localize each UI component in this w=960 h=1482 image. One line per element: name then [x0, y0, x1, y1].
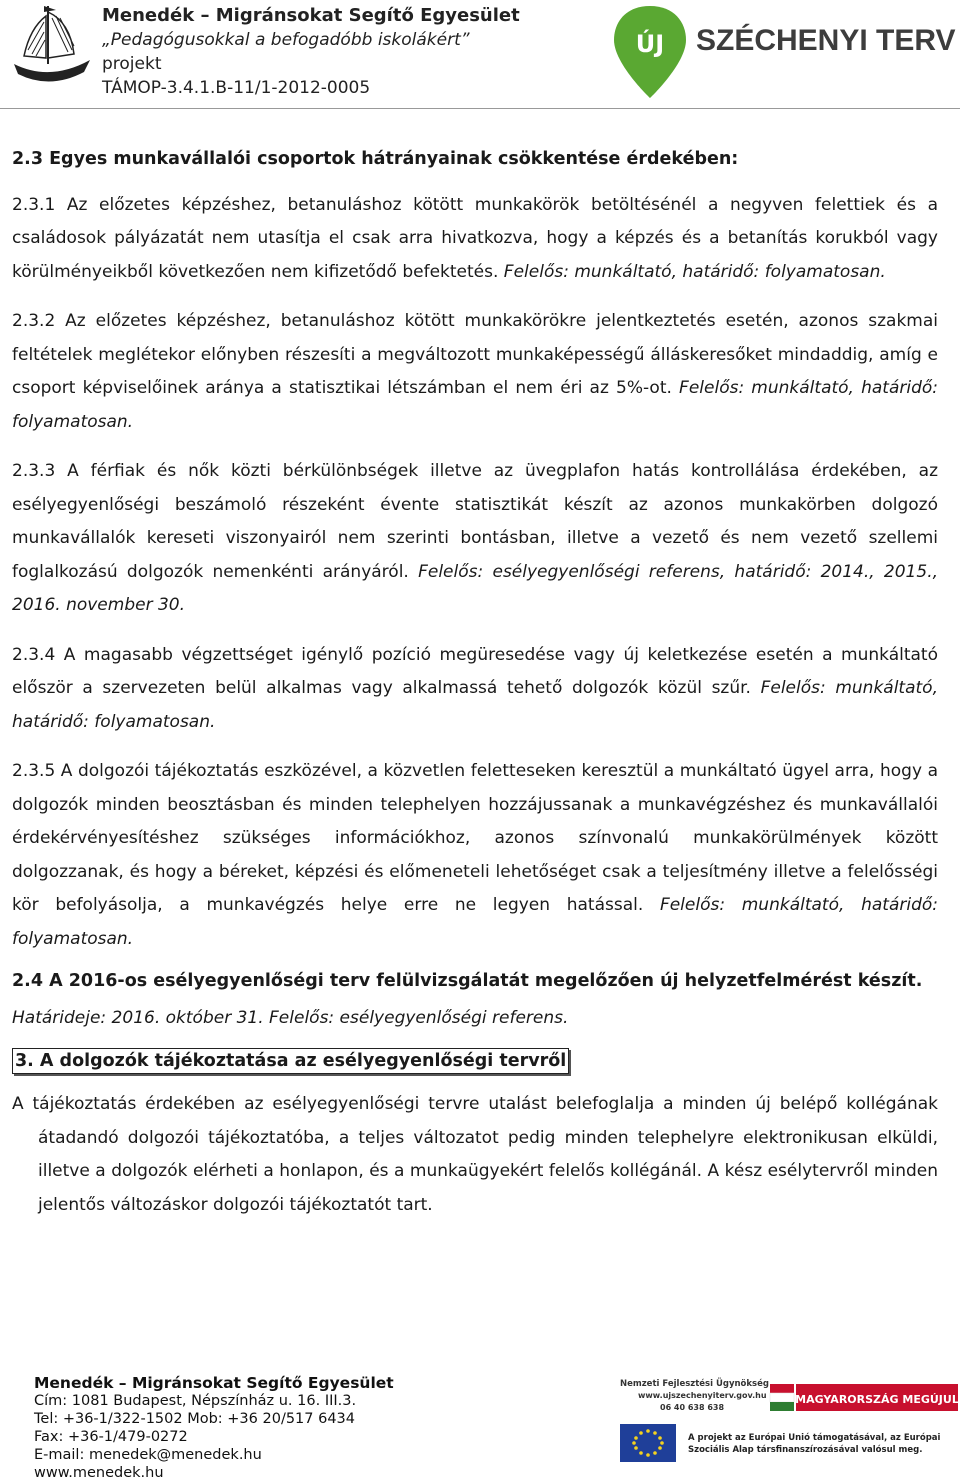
responsible-note: Felelős: munkáltató, határidő: folyamatosan. — [503, 261, 886, 282]
responsible-note: Felelős: munkáltató, határidő: folyamatosan. — [12, 378, 938, 432]
footer-phone: Tel: +36-1/322-1502 Mob: +36 20/517 6434 — [34, 1411, 356, 1427]
responsible-note: Felelős: munkáltató, határidő: folyamatosan. — [12, 895, 938, 949]
paragraph-text: 2.3.1 Az előzetes képzéshez, betanuláshoz kötött munkakörök betöltésénél a negyven felettiek és a családosok pályázatát nem utasítja el csak arra hivatkozva, hogy a képzés és a betanítás korukból vagy körülményeikből következően nem kifizetődő befektetés. — [12, 194, 938, 282]
logo-szechenyi-text: SZÉCHENYI TERV — [696, 24, 956, 57]
heading-3: 3. A dolgozók tájékoztatása az esélyegyenlőségi tervről — [12, 1048, 569, 1074]
document-body — [12, 143, 938, 1222]
nfu-web: www.ujszechenyiterv.gov.hu — [638, 1391, 767, 1400]
paragraph-text: 2.3.5 A dolgozói tájékoztatás eszközével, a közvetlen feletteseken keresztül a munkáltató ügyel arra, hogy a dolgozók minden beosztásban és minden telephelyen hozzájussanak a munkavégzéshez és munkavállalói érdekérvényesítéshez szükséges információkhoz, azonos színvonalú munkakörülmények között dolgozzanak, és hogy a béreket, képzési és előmeneteli lehetőséget csak a teljesítmény illetve a felelősségi kör befolyásolja, a munkavégzés helye erre ne legyen hatással. — [12, 761, 938, 915]
ship-logo-icon — [4, 2, 96, 94]
szechenyi-terv-logo — [612, 2, 957, 102]
footer-org-name: Menedék – Migránsokat Segítő Egyesület — [34, 1374, 394, 1392]
footer-fax: Fax: +36-1/479-0272 — [34, 1429, 188, 1445]
paragraph-text: 2.3.3 A férfiak és nők közti bérkülönbségek illetve az üvegplafon hatás kontrollálása érdekében, az esélyegyenlőségi beszámoló részeként évente statisztikát készít az azonos munkakörben dolgozó munkavállalók kereseti viszonyairól nem szerinti bontásban, illetve a vezető és nem vezető szellemi foglalkozású dolgozók nemenkénti arányáról. — [12, 461, 938, 582]
header-project-word: projekt — [102, 54, 162, 74]
nfu-phone: 06 40 638 638 — [660, 1403, 725, 1412]
eu-text-1: A projekt az Európai Unió támogatásával, az Európai — [688, 1433, 941, 1443]
paragraph-2-3-4 — [12, 639, 938, 740]
logo-uj-text: ÚJ — [635, 30, 665, 58]
heading-2-4: 2.4 A 2016-os esélyegyenlőségi terv felülvizsgálatát megelőzően új helyzetfelmérést készít. — [12, 971, 923, 991]
paragraph-text: 2.3.2 Az előzetes képzéshez, betanuláshoz kötött munkakörökre jelentkeztetés esetén, azonos szakmai feltételek meglétekor előnyben részesíti a megváltozott munkaképességű álláskeresőket mindaddig, amíg e csoport képviselőinek aránya a statisztikai létszámban el nem éri az 5%-ot. — [12, 311, 938, 398]
responsible-note: Felelős: munkáltató, határidő: folyamatosan. — [12, 678, 938, 732]
header-org-name: Menedék – Migránsokat Segítő Egyesület — [102, 5, 520, 26]
page-header — [0, 0, 960, 110]
responsible-note: Felelős: esélyegyenlőségi referens, határidő: 2014., 2015., 2016. november 30. — [12, 561, 939, 615]
hu-badge-text: MAGYARORSZÁG MEGÚJUL — [795, 1393, 959, 1406]
header-org-block — [102, 4, 520, 100]
paragraph-2-3-2 — [12, 305, 938, 439]
footer-address: Cím: 1081 Budapest, Népszínház u. 16. III.3. — [34, 1393, 357, 1409]
footer-contact — [34, 1374, 394, 1482]
funding-logos — [606, 1372, 960, 1480]
nfu-title: Nemzeti Fejlesztési Ügynökség — [620, 1379, 769, 1389]
page-footer — [0, 1372, 960, 1481]
paragraph-2-3-1 — [12, 189, 938, 290]
paragraph-2-3-5 — [12, 755, 938, 956]
header-project-title: „Pedagógusokkal a befogadóbb iskolákért” — [102, 30, 470, 50]
deadline-2-4: Határideje: 2016. október 31. Felelős: esélyegyenlőségi referens. — [12, 1008, 569, 1028]
heading-2-3: 2.3 Egyes munkavállalói csoportok hátrányainak csökkentése érdekében: — [12, 149, 739, 169]
footer-email: E-mail: menedek@menedek.hu — [34, 1447, 262, 1463]
hungarian-flag-icon — [770, 1384, 794, 1411]
header-project-code: TÁMOP-3.4.1.B-11/1-2012-0005 — [102, 78, 371, 98]
paragraph-2-3-3 — [12, 455, 938, 623]
paragraph-text: 2.3.4 A magasabb végzettséget igénylő pozíció megüresedése vagy új keletkezése esetén a munkáltató először a szervezeten belül alkalmas vagy alkalmassá tehető dolgozók közül szűr. — [12, 644, 938, 698]
footer-web: www.menedek.hu — [34, 1465, 164, 1481]
header-divider — [0, 108, 960, 109]
eu-text-2: Szociális Alap társfinanszírozásával valósul meg. — [688, 1445, 923, 1455]
paragraph-3: A tájékoztatás érdekében az esélyegyenlőségi tervre utalást belefoglalja a minden új belépő kollégának átadandó dolgozói tájékoztatóba, a teljes változatot pedig minden telephelyre elektronikusan elküldi, illetve a dolgozók elérheti a honlapon, és a munkaügyekért felelős kollégánál. A kész esélytervről minden jelentős változáskor dolgozói tájékoztatót tart. — [12, 1094, 938, 1215]
